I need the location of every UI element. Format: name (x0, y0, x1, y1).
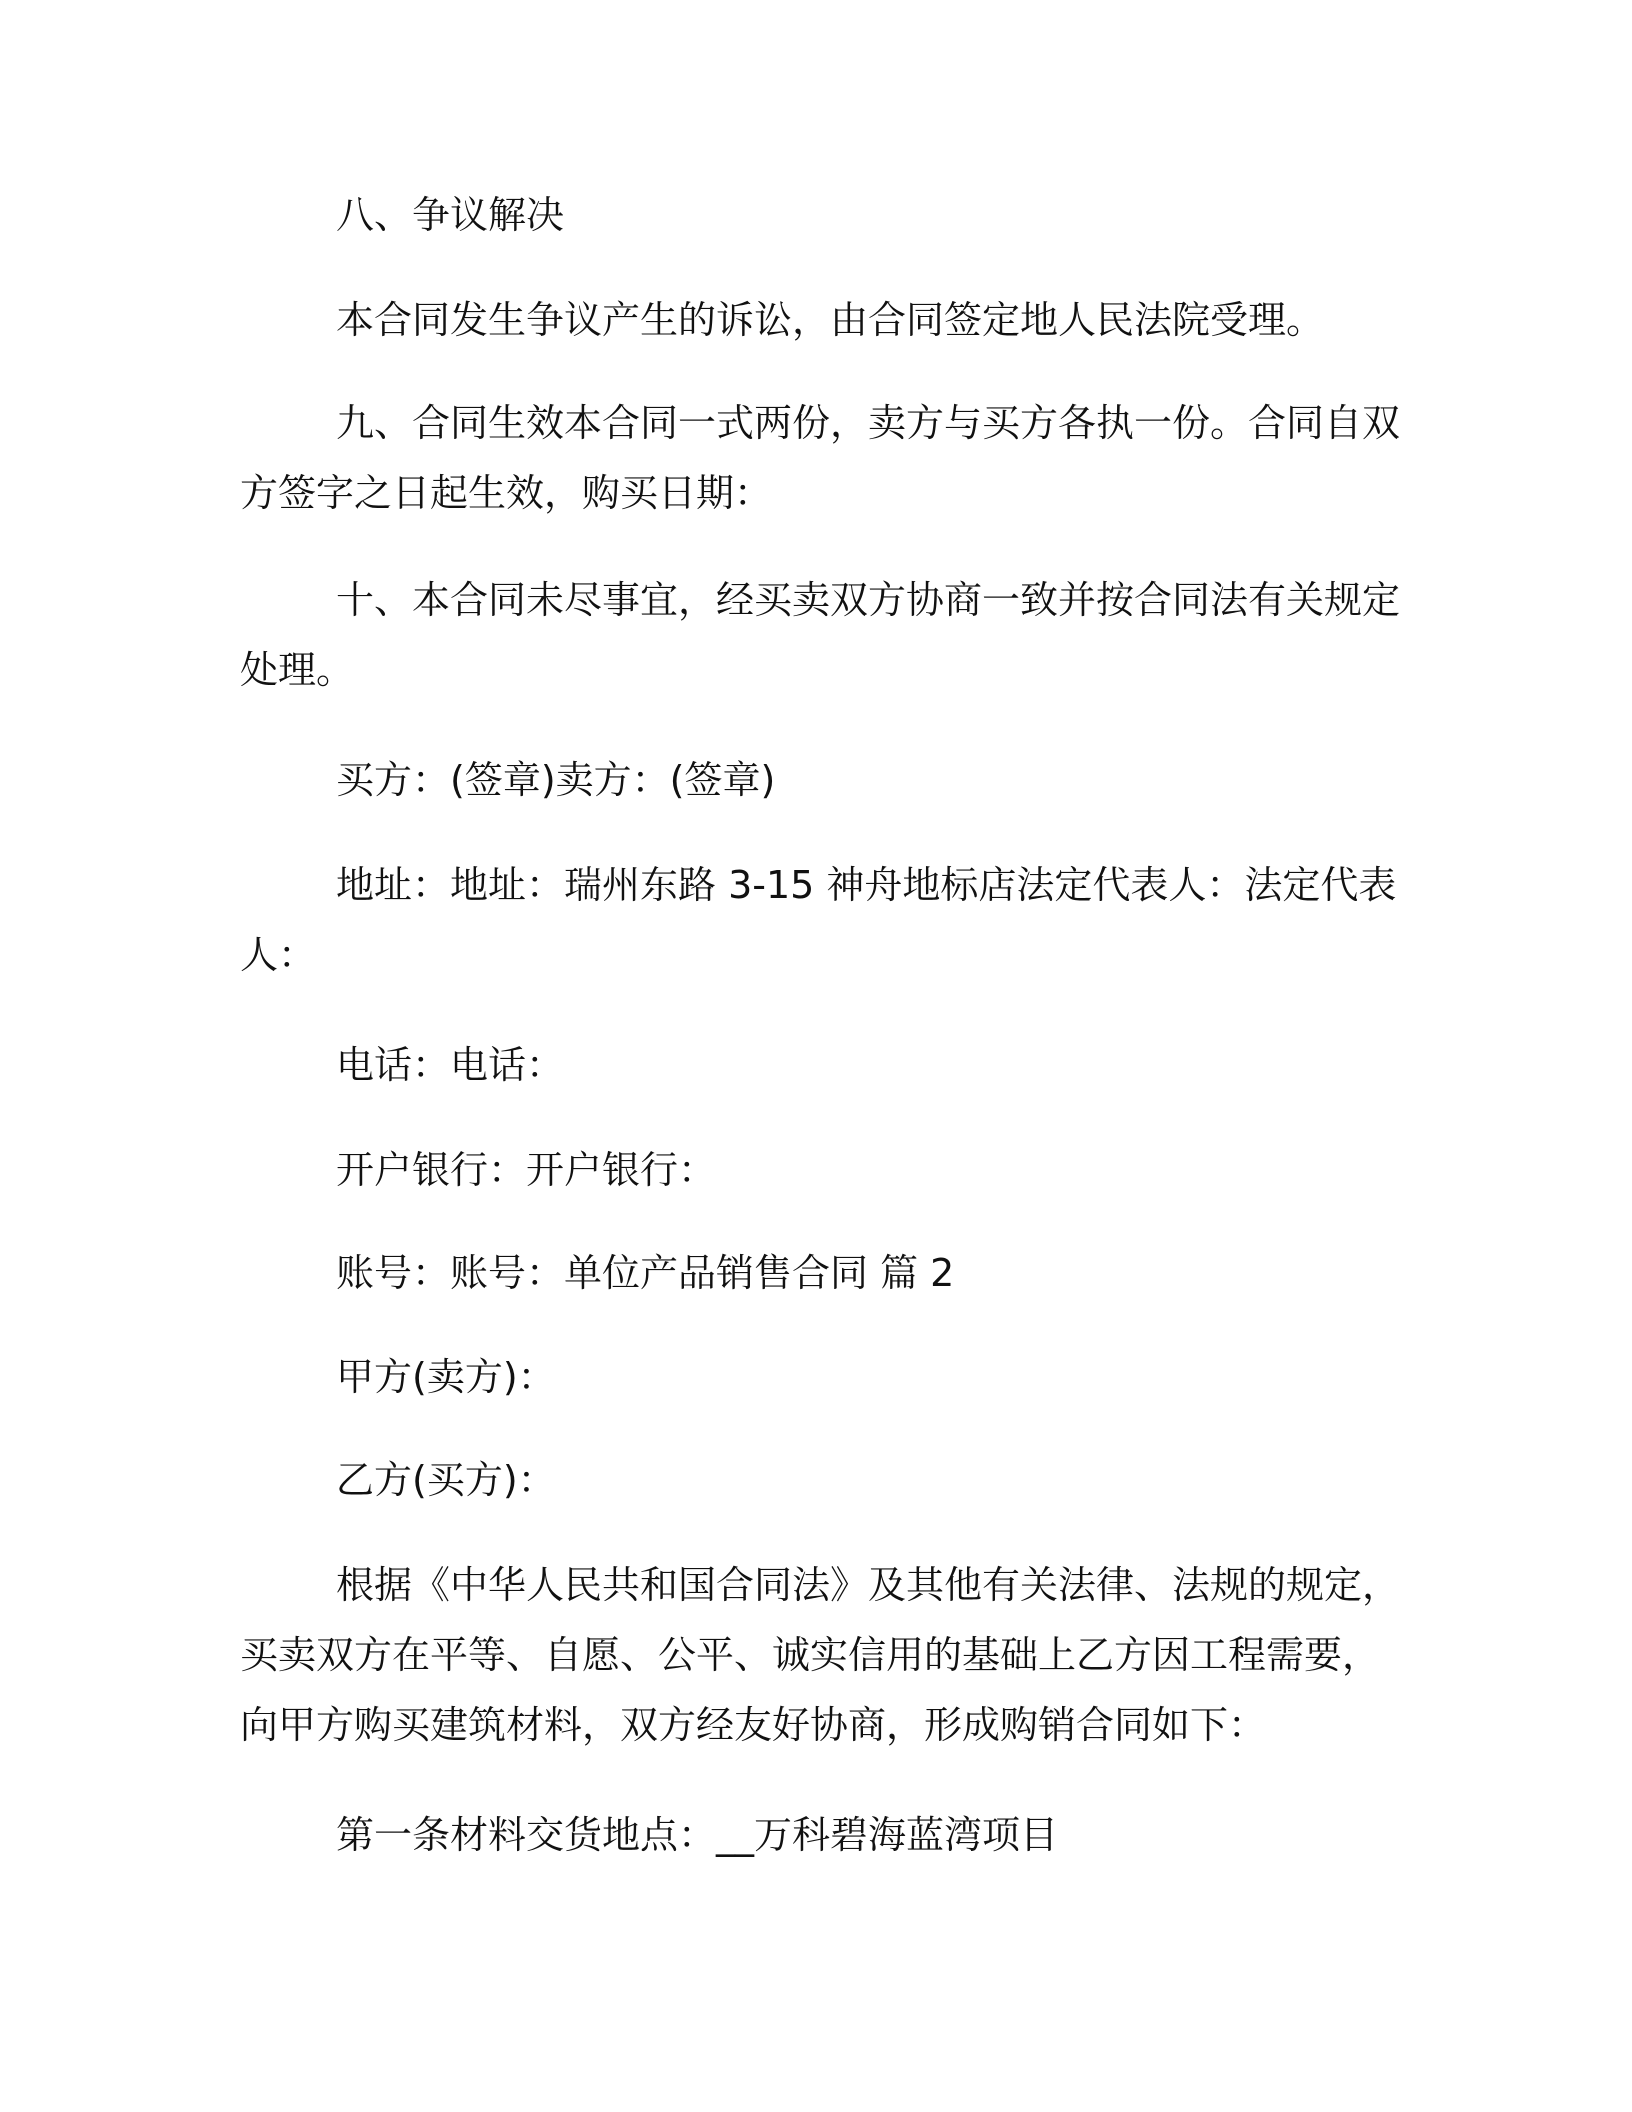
text-line: 八、争议解决 (336, 193, 565, 237)
text-line: 地址：地址：瑞州东路 3-15 神舟地标店法定代表人：法定代表 (336, 863, 1397, 907)
text-line: 第一条材料交货地点：__万科碧海蓝湾项目 (336, 1813, 1059, 1857)
section-10-paragraph (240, 565, 1401, 705)
text-line: 乙方(买方)： (336, 1458, 556, 1502)
text-line: 电话：电话： (336, 1043, 565, 1087)
text-line: 甲方(卖方)： (336, 1355, 556, 1399)
text-line: 九、合同生效本合同一式两份，卖方与买方各执一份。合同自双 (336, 401, 1401, 445)
text-line: 向甲方购买建筑材料，双方经友好协商，形成购销合同如下： (240, 1703, 1267, 1747)
text-line: 方签字之日起生效，购买日期： (240, 471, 773, 515)
phone-line (240, 1030, 1380, 1100)
bank-line (240, 1135, 1380, 1205)
party-b-line (240, 1445, 1380, 1515)
preamble-paragraph (240, 1550, 1401, 1760)
text-line: 根据《中华人民共和国合同法》及其他有关法律、法规的规定， (336, 1563, 1401, 1607)
article-1-line (240, 1800, 1380, 1870)
text-line: 本合同发生争议产生的诉讼，由合同签定地人民法院受理。 (336, 298, 1325, 342)
signature-line (240, 745, 1380, 815)
text-line: 处理。 (240, 648, 355, 692)
account-line (240, 1238, 1380, 1308)
section-9-paragraph (240, 388, 1401, 528)
dispute-clause (240, 285, 1380, 355)
text-line: 人： (240, 933, 317, 977)
text-line: 买卖双方在平等、自愿、公平、诚实信用的基础上乙方因工程需要， (240, 1633, 1381, 1677)
text-line: 开户银行：开户银行： (336, 1148, 717, 1192)
text-line: 买方：(签章)卖方：(签章) (336, 758, 776, 802)
party-a-line (240, 1342, 1380, 1412)
address-paragraph (240, 850, 1397, 990)
section-8-heading (240, 180, 1380, 250)
text-line: 账号：账号：单位产品销售合同 篇 2 (336, 1251, 955, 1295)
text-line: 十、本合同未尽事宜，经买卖双方协商一致并按合同法有关规定 (336, 578, 1401, 622)
